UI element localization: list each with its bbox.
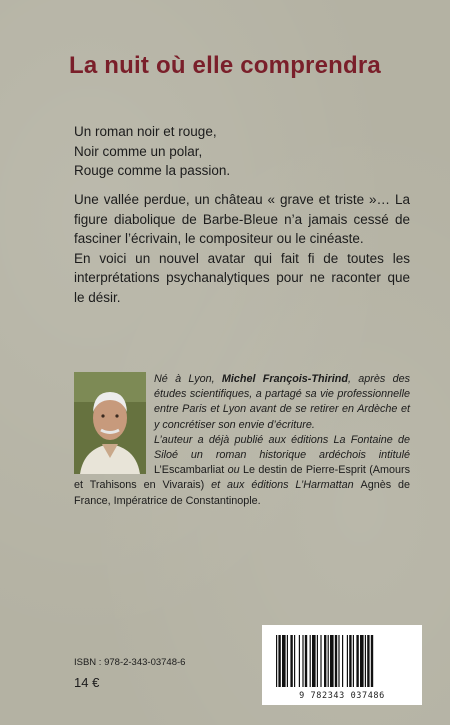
barcode-bar: [282, 635, 286, 687]
barcode-bar: [360, 635, 364, 687]
author-name: Michel François-Thirind: [221, 373, 348, 385]
bio-text: ou: [224, 464, 243, 477]
barcode-bar: [312, 635, 316, 687]
poem-block: [74, 122, 410, 181]
isbn-label: ISBN : 978-2-343-03748-6: [74, 657, 186, 668]
synopsis-paragraph: En voici un nouvel avatar qui fait fi de toutes les interprétations psychanalytiques pour ne raconter que le désir.: [74, 250, 410, 305]
barcode-bar: [294, 635, 295, 687]
poem-line: Un roman noir et rouge,: [74, 124, 217, 139]
barcode-bar: [367, 635, 369, 687]
barcode-bar: [338, 635, 339, 687]
poem-line: Rouge comme la passion.: [74, 163, 231, 178]
barcode-digits: 9 782343 037486: [299, 691, 385, 701]
barcode-bar: [290, 635, 292, 687]
bio-text: L’auteur a déjà publié aux éditions La Fontaine de Siloé un roman historique ardéchois intitulé: [154, 433, 410, 462]
barcode-bar: [356, 635, 358, 687]
barcode-bar: [287, 635, 288, 687]
barcode-bar: [342, 635, 343, 687]
barcode-bar: [276, 635, 277, 687]
barcode: [262, 625, 422, 705]
barcode-bar: [320, 635, 321, 687]
author-bio: [74, 372, 410, 509]
barcode-bar: [324, 635, 326, 687]
bio-text: Né à Lyon,: [154, 373, 222, 385]
barcode-bar: [278, 635, 280, 687]
barcode-bar: [349, 635, 351, 687]
synopsis-paragraph: Une vallée perdue, un château « grave et triste »… La figure diabolique de Barbe-Bleue n’a jamais cessé de fasciner l’écrivain, le compositeur ou le cinéaste.: [74, 192, 410, 246]
synopsis-block: [74, 190, 410, 307]
barcode-bar: [305, 635, 307, 687]
barcode-bar: [299, 635, 300, 687]
barcode-bar: [302, 635, 303, 687]
book-reference: Le destin de Pierre-Esprit (Amours et Trahisons en Vivarais): [74, 464, 410, 492]
barcode-bar: [330, 635, 334, 687]
barcode-bar: [371, 635, 373, 687]
book-reference: Agnès de France, Impératrice de Constantinople.: [74, 479, 411, 507]
bio-text: , après des études scientifiques, a partagé sa vie professionnelle entre Paris et Lyon avant de se retirer en Ardèche et y concrétiser son envie d’écriture.: [154, 373, 410, 431]
barcode-bar: [365, 635, 366, 687]
book-reference: L’Escambarliat: [154, 464, 225, 477]
price-label: 14 €: [74, 675, 100, 690]
barcode-bar: [317, 635, 318, 687]
photo-spacer: [74, 372, 154, 476]
watermark-decoration: [326, 329, 343, 365]
book-title: La nuit où elle comprendra: [69, 52, 381, 79]
barcode-bar: [335, 635, 337, 687]
barcode-bar: [328, 635, 329, 687]
bio-text: et aux éditions L’Harmattan: [204, 479, 361, 492]
barcode-bar: [347, 635, 348, 687]
barcode-bar: [353, 635, 354, 687]
barcode-bar: [310, 635, 311, 687]
barcode-bars-icon: [262, 629, 422, 693]
poem-line: Noir comme un polar,: [74, 143, 203, 159]
